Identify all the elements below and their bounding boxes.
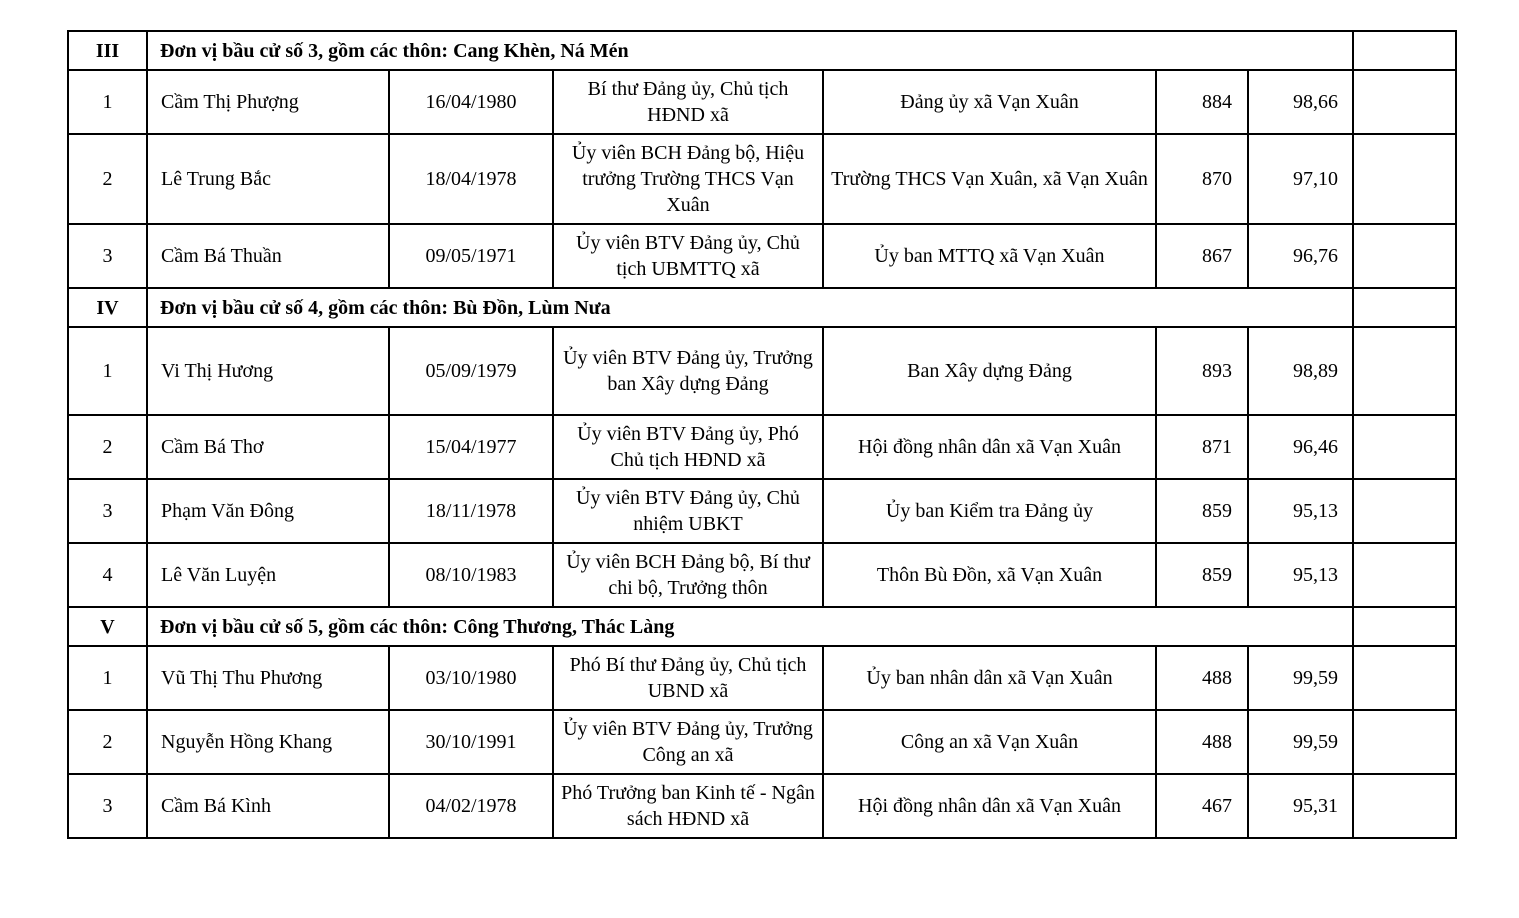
- cell-dob: 18/11/1978: [389, 479, 553, 543]
- section-title: Đơn vị bầu cử số 4, gồm các thôn: Bù Đồn, Lùm Nưa: [147, 288, 1353, 327]
- cell-percent: 95,13: [1248, 543, 1353, 607]
- candidate-row: [68, 70, 1456, 134]
- section-numeral: III: [68, 31, 147, 70]
- cell-position: Ủy viên BTV Đảng ủy, Chủ nhiệm UBKT: [553, 479, 823, 543]
- cell-stt: 2: [68, 134, 147, 224]
- cell-votes: 488: [1156, 646, 1248, 710]
- candidate-row: [68, 543, 1456, 607]
- cell-position: Ủy viên BTV Đảng ủy, Phó Chủ tịch HĐND xã: [553, 415, 823, 479]
- cell-stt: 1: [68, 646, 147, 710]
- cell-percent: 98,89: [1248, 327, 1353, 415]
- cell-dob: 15/04/1977: [389, 415, 553, 479]
- section-numeral: IV: [68, 288, 147, 327]
- candidate-row: [68, 646, 1456, 710]
- cell-blank: [1353, 31, 1456, 70]
- cell-name: Phạm Văn Đông: [147, 479, 389, 543]
- cell-blank: [1353, 479, 1456, 543]
- section-title: Đơn vị bầu cử số 3, gồm các thôn: Cang Khèn, Ná Mén: [147, 31, 1353, 70]
- cell-dob: 09/05/1971: [389, 224, 553, 288]
- cell-blank: [1353, 774, 1456, 838]
- cell-stt: 1: [68, 327, 147, 415]
- cell-votes: 893: [1156, 327, 1248, 415]
- section-header-row: [68, 607, 1456, 646]
- cell-stt: 3: [68, 224, 147, 288]
- candidate-row: [68, 710, 1456, 774]
- section-title: Đơn vị bầu cử số 5, gồm các thôn: Công Thương, Thác Làng: [147, 607, 1353, 646]
- cell-blank: [1353, 327, 1456, 415]
- cell-blank: [1353, 224, 1456, 288]
- cell-blank: [1353, 710, 1456, 774]
- cell-workplace: Hội đồng nhân dân xã Vạn Xuân: [823, 774, 1156, 838]
- cell-position: Phó Bí thư Đảng ủy, Chủ tịch UBND xã: [553, 646, 823, 710]
- cell-votes: 871: [1156, 415, 1248, 479]
- cell-stt: 1: [68, 70, 147, 134]
- cell-stt: 3: [68, 774, 147, 838]
- cell-percent: 96,76: [1248, 224, 1353, 288]
- section-header-row: [68, 31, 1456, 70]
- cell-votes: 867: [1156, 224, 1248, 288]
- candidate-row: [68, 479, 1456, 543]
- cell-position: Ủy viên BTV Đảng ủy, Trưởng Công an xã: [553, 710, 823, 774]
- cell-position: Ủy viên BCH Đảng bộ, Hiệu trưởng Trường THCS Vạn Xuân: [553, 134, 823, 224]
- cell-votes: 859: [1156, 543, 1248, 607]
- cell-dob: 03/10/1980: [389, 646, 553, 710]
- candidate-row: [68, 327, 1456, 415]
- cell-name: Vi Thị Hương: [147, 327, 389, 415]
- cell-workplace: Công an xã Vạn Xuân: [823, 710, 1156, 774]
- cell-dob: 05/09/1979: [389, 327, 553, 415]
- candidate-row: [68, 415, 1456, 479]
- cell-blank: [1353, 543, 1456, 607]
- cell-blank: [1353, 607, 1456, 646]
- cell-blank: [1353, 415, 1456, 479]
- candidate-row: [68, 224, 1456, 288]
- cell-dob: 04/02/1978: [389, 774, 553, 838]
- cell-name: Cầm Bá Kình: [147, 774, 389, 838]
- cell-name: Nguyễn Hồng Khang: [147, 710, 389, 774]
- cell-votes: 884: [1156, 70, 1248, 134]
- cell-percent: 98,66: [1248, 70, 1353, 134]
- cell-percent: 97,10: [1248, 134, 1353, 224]
- cell-blank: [1353, 134, 1456, 224]
- cell-position: Ủy viên BTV Đảng ủy, Chủ tịch UBMTTQ xã: [553, 224, 823, 288]
- candidate-row: [68, 134, 1456, 224]
- cell-workplace: Hội đồng nhân dân xã Vạn Xuân: [823, 415, 1156, 479]
- section-header-row: [68, 288, 1456, 327]
- cell-votes: 467: [1156, 774, 1248, 838]
- cell-blank: [1353, 288, 1456, 327]
- section-numeral: V: [68, 607, 147, 646]
- cell-dob: 16/04/1980: [389, 70, 553, 134]
- cell-percent: 95,13: [1248, 479, 1353, 543]
- cell-name: Vũ Thị Thu Phương: [147, 646, 389, 710]
- cell-workplace: Ủy ban nhân dân xã Vạn Xuân: [823, 646, 1156, 710]
- cell-percent: 99,59: [1248, 646, 1353, 710]
- cell-blank: [1353, 70, 1456, 134]
- cell-name: Cầm Bá Thơ: [147, 415, 389, 479]
- cell-name: Lê Trung Bắc: [147, 134, 389, 224]
- cell-dob: 30/10/1991: [389, 710, 553, 774]
- cell-workplace: Đảng ủy xã Vạn Xuân: [823, 70, 1156, 134]
- cell-dob: 18/04/1978: [389, 134, 553, 224]
- cell-position: Bí thư Đảng ủy, Chủ tịch HĐND xã: [553, 70, 823, 134]
- cell-stt: 4: [68, 543, 147, 607]
- cell-percent: 96,46: [1248, 415, 1353, 479]
- election-results-table: [67, 30, 1457, 839]
- cell-dob: 08/10/1983: [389, 543, 553, 607]
- cell-name: Cầm Bá Thuần: [147, 224, 389, 288]
- cell-position: Ủy viên BTV Đảng ủy, Trưởng ban Xây dựng Đảng: [553, 327, 823, 415]
- cell-workplace: Thôn Bù Đồn, xã Vạn Xuân: [823, 543, 1156, 607]
- cell-blank: [1353, 646, 1456, 710]
- cell-votes: 488: [1156, 710, 1248, 774]
- cell-votes: 859: [1156, 479, 1248, 543]
- cell-position: Ủy viên BCH Đảng bộ, Bí thư chi bộ, Trưởng thôn: [553, 543, 823, 607]
- cell-stt: 2: [68, 710, 147, 774]
- cell-stt: 3: [68, 479, 147, 543]
- cell-percent: 99,59: [1248, 710, 1353, 774]
- cell-name: Cầm Thị Phượng: [147, 70, 389, 134]
- cell-workplace: Ban Xây dựng Đảng: [823, 327, 1156, 415]
- cell-workplace: Ủy ban Kiểm tra Đảng ủy: [823, 479, 1156, 543]
- cell-position: Phó Trưởng ban Kinh tế - Ngân sách HĐND xã: [553, 774, 823, 838]
- cell-stt: 2: [68, 415, 147, 479]
- cell-workplace: Trường THCS Vạn Xuân, xã Vạn Xuân: [823, 134, 1156, 224]
- cell-percent: 95,31: [1248, 774, 1353, 838]
- candidate-row: [68, 774, 1456, 838]
- cell-workplace: Ủy ban MTTQ xã Vạn Xuân: [823, 224, 1156, 288]
- cell-name: Lê Văn Luyện: [147, 543, 389, 607]
- cell-votes: 870: [1156, 134, 1248, 224]
